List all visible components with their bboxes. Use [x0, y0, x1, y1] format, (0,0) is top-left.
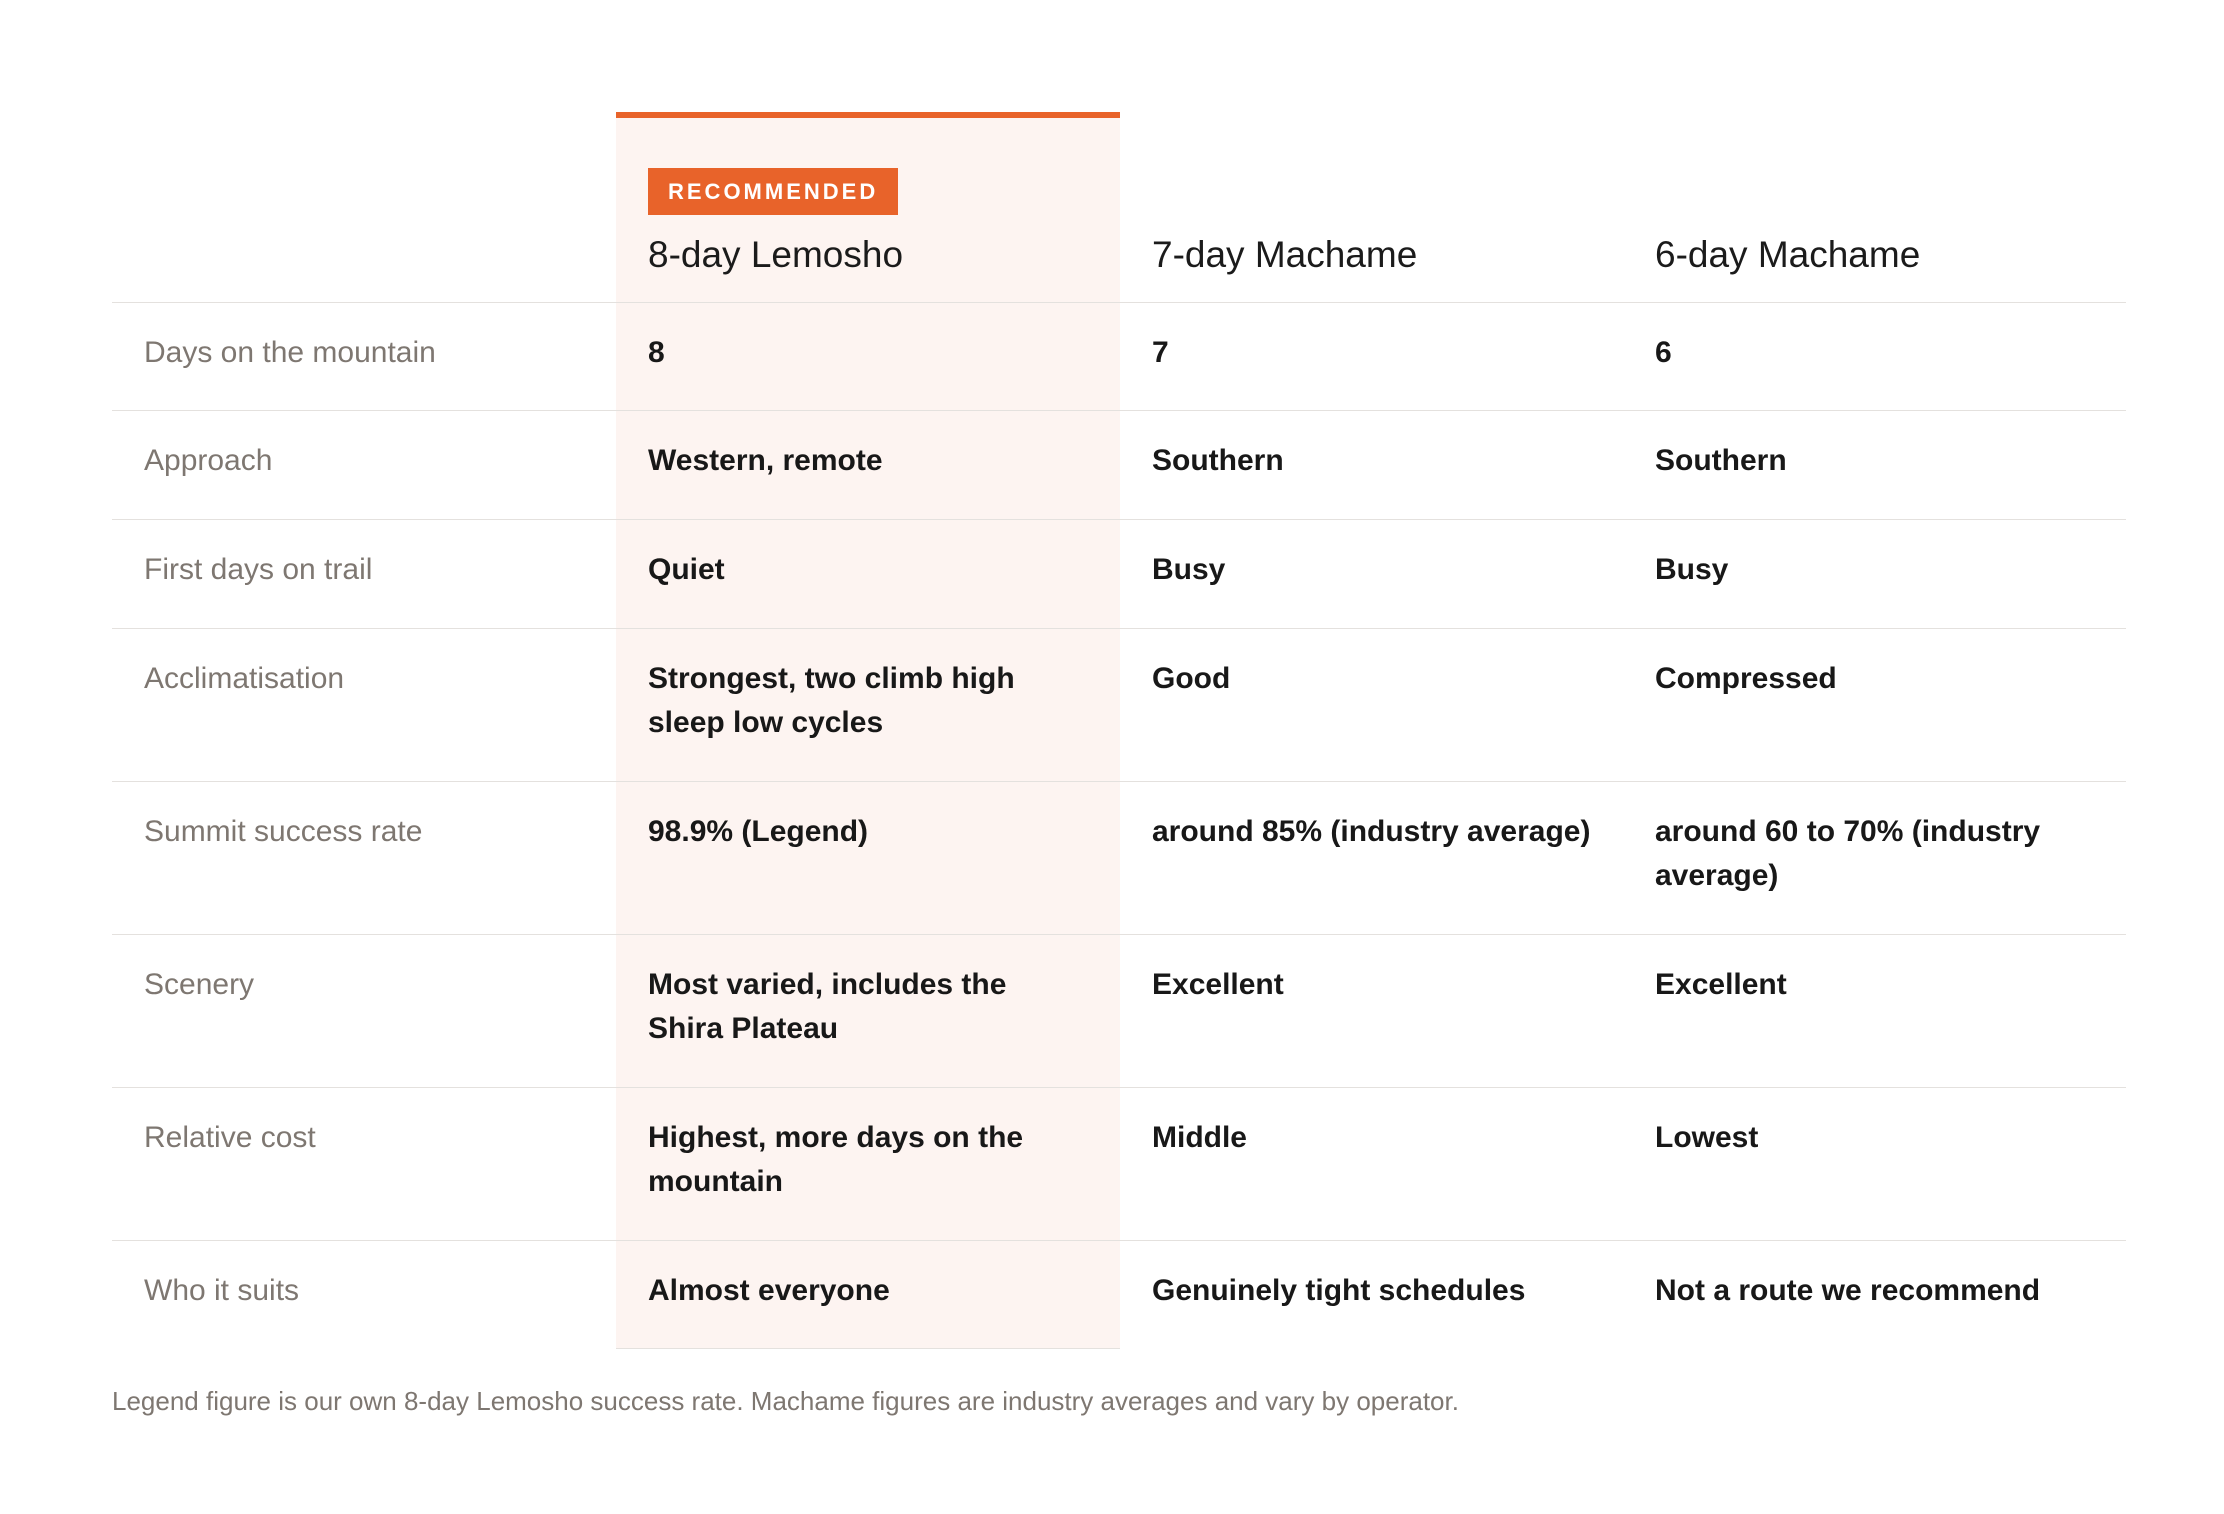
- cell-machame-7: around 85% (industry average): [1120, 781, 1623, 934]
- cell-lemosho: Quiet: [616, 519, 1120, 628]
- row-label: Approach: [112, 410, 616, 519]
- row-label: Summit success rate: [112, 781, 616, 934]
- cell-lemosho: Highest, more days on the mountain: [616, 1087, 1120, 1240]
- cell-machame-7: Southern: [1120, 410, 1623, 519]
- cell-lemosho: 8: [616, 302, 1120, 410]
- header-blank-cell: [112, 115, 616, 302]
- cell-machame-7: Genuinely tight schedules: [1152, 1273, 1526, 1307]
- cell-machame-6: Busy: [1623, 519, 2126, 628]
- cell-machame-7: Good: [1120, 628, 1623, 781]
- cell-lemosho: 98.9% (Legend): [616, 781, 1120, 934]
- table-row-approach: [112, 410, 2126, 519]
- row-label: Scenery: [112, 934, 616, 1087]
- cell-machame-7: Excellent: [1120, 934, 1623, 1087]
- table-row-scenery: [112, 934, 2126, 1087]
- cell-lemosho: Strongest, two climb high sleep low cycles: [616, 628, 1120, 781]
- table-row-first-days: [112, 519, 2126, 628]
- row-label: Acclimatisation: [112, 628, 616, 781]
- cell-machame-6: Excellent: [1623, 934, 2126, 1087]
- cell-lemosho: Almost everyone: [616, 1240, 1120, 1348]
- table-row-summit-success: [112, 781, 2126, 934]
- cell-machame-6: around 60 to 70% (industry average): [1623, 781, 2126, 934]
- cell-machame-6: Lowest: [1623, 1087, 2126, 1240]
- row-label: Days on the mountain: [112, 302, 616, 410]
- column-header-machame-6: [1623, 115, 2126, 302]
- cell-machame-7: Middle: [1120, 1087, 1623, 1240]
- table-row-acclimatisation: [112, 628, 2126, 781]
- cell-machame-7: 7: [1120, 302, 1623, 410]
- cell-lemosho: Western, remote: [616, 410, 1120, 519]
- cell-machame-6: 6: [1623, 302, 2126, 410]
- row-label: First days on trail: [112, 519, 616, 628]
- cell-machame-6: Compressed: [1623, 628, 2126, 781]
- recommended-badge: RECOMMENDED: [648, 168, 898, 215]
- cell-machame-6: Southern: [1623, 410, 2126, 519]
- cell-lemosho: Most varied, includes the Shira Plateau: [616, 934, 1120, 1087]
- table-footnote: Legend figure is our own 8-day Lemosho success rate. Machame figures are industry averages and vary by operator.: [112, 1385, 1459, 1416]
- cell-machame-7: Busy: [1120, 519, 1623, 628]
- cell-machame-6: Not a route we recommend: [1655, 1273, 2041, 1307]
- comparison-section: [112, 112, 2126, 1445]
- column-title: 6-day Machame: [1655, 233, 1921, 275]
- column-title: 8-day Lemosho: [648, 233, 904, 275]
- route-comparison-table: [112, 112, 2126, 1349]
- table-header-row: [112, 115, 2126, 302]
- column-header-lemosho-8: [616, 115, 1120, 302]
- column-header-machame-7: [1120, 115, 1623, 302]
- table-row-relative-cost: [112, 1087, 2126, 1240]
- table-row-days: [112, 302, 2126, 410]
- row-label: Relative cost: [112, 1087, 616, 1240]
- table-row-who-it-suits: [112, 1240, 2126, 1348]
- row-label: Who it suits: [144, 1273, 300, 1307]
- column-title: 7-day Machame: [1152, 233, 1418, 275]
